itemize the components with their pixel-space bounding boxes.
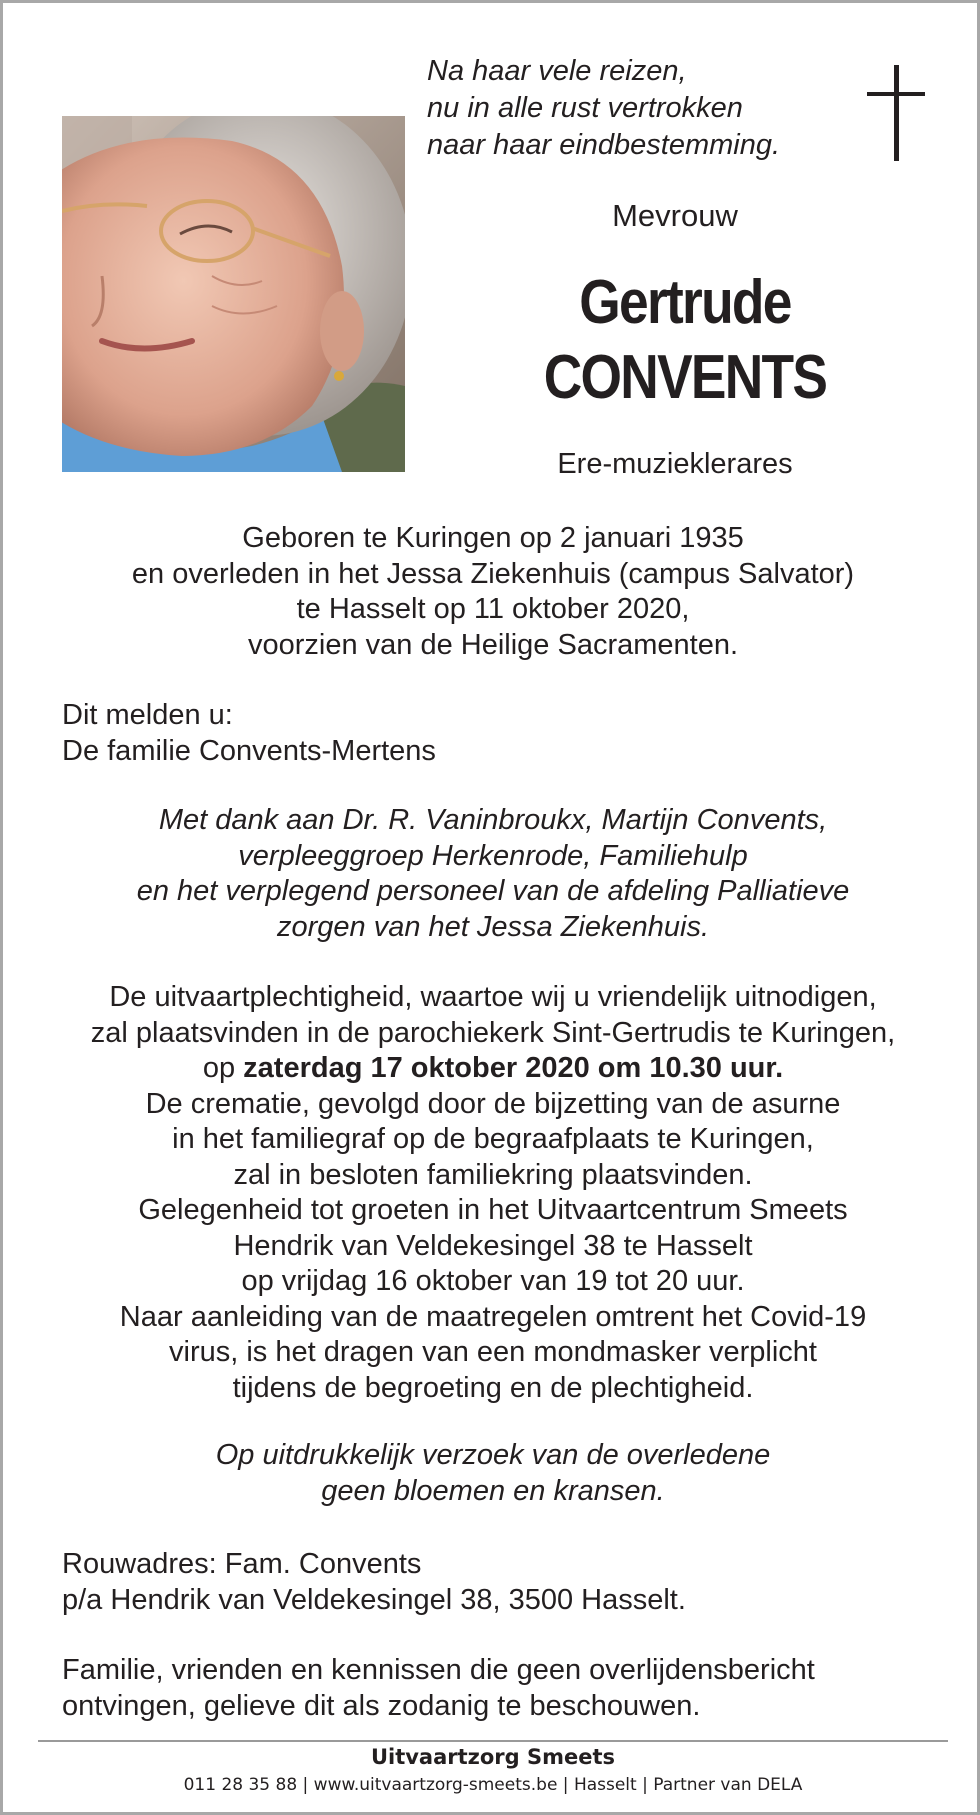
birth-death-info: [43, 521, 943, 663]
no-flowers-request: [43, 1438, 943, 1509]
text-line: Op uitdrukkelijk verzoek van de overledene: [215, 1439, 771, 1471]
portrait-photo: [62, 116, 405, 472]
cross-horizontal-bar: [867, 92, 925, 96]
text-line: De crematie, gevolgd door de bijzetting van de asurne: [145, 1087, 841, 1120]
text-line: in het familiegraf op de begraafplaats te Kuringen,: [172, 1123, 814, 1155]
text-line: Gelegenheid tot groeten in het Uitvaartcentrum Smeets: [138, 1194, 848, 1226]
text-line: te Hasselt op 11 oktober 2020,: [296, 593, 690, 625]
text-line: en het verplegend personeel van de afdeling Palliatieve: [136, 875, 850, 907]
address-line: Rouwadres: Fam. Convents: [62, 1548, 422, 1580]
footer-divider: [38, 1740, 948, 1742]
text-line: zorgen van het Jessa Ziekenhuis.: [276, 910, 710, 943]
salutation: Mevrouw: [612, 198, 738, 233]
closing-note: [62, 1653, 942, 1724]
cross-vertical-bar: [894, 65, 899, 161]
ceremony-info: [43, 980, 943, 1406]
text-line: voorzien van de Heilige Sacramenten.: [247, 628, 739, 661]
poem: [427, 53, 847, 164]
text-line: Naar aanleiding van de maatregelen omtrent het Covid-19: [119, 1300, 867, 1333]
portrait-image: [62, 116, 405, 472]
text-line: geen bloemen en kransen.: [321, 1474, 665, 1507]
announcers: [62, 698, 942, 769]
text-line: tijdens de begroeting en de plechtigheid.: [232, 1371, 754, 1404]
text-line: Met dank aan Dr. R. Vaninbroukx, Martijn Convents,: [158, 804, 828, 836]
text-line: zal plaatsvinden in de parochiekerk Sint-Gertrudis te Kuringen,: [90, 1016, 896, 1049]
ceremony-date-line: [43, 1051, 943, 1087]
text-line: en overleden in het Jessa Ziekenhuis (campus Salvator): [131, 557, 855, 590]
announcers-family: De familie Convents-Mertens: [62, 734, 436, 767]
funeral-company-contact: 011 28 35 88 | www.uitvaartzorg-smeets.be | Hasselt | Partner van DELA: [183, 1775, 803, 1795]
deceased-title: Ere-muzieklerares: [557, 448, 793, 480]
text-line: op vrijdag 16 oktober van 19 tot 20 uur.: [241, 1265, 745, 1297]
funeral-company-name: Uitvaartzorg Smeets: [370, 1745, 616, 1769]
ceremony-date: zaterdag 17 oktober 2020 om 10.30 uur.: [243, 1052, 784, 1084]
text-line: Hendrik van Veldekesingel 38 te Hasselt: [233, 1229, 753, 1262]
first-name: Gertrude: [579, 268, 791, 337]
address-line: p/a Hendrik van Veldekesingel 38, 3500 Hasselt.: [62, 1583, 686, 1616]
text-line: ontvingen, gelieve dit als zodanig te beschouwen.: [62, 1689, 701, 1722]
last-name: CONVENTS: [543, 343, 827, 412]
announcers-intro: Dit melden u:: [62, 699, 233, 731]
poem-line: naar haar eindbestemming.: [427, 129, 781, 161]
cross-icon: [867, 65, 925, 161]
text-line: zal in besloten familiekring plaatsvinden.: [233, 1158, 753, 1191]
text-line: Geboren te Kuringen op 2 januari 1935: [242, 522, 744, 554]
text-line: verpleeggroep Herkenrode, Familiehulp: [238, 839, 748, 872]
text-line: virus, is het dragen van een mondmasker verplicht: [169, 1336, 817, 1368]
text-line: Familie, vrienden en kennissen die geen overlijdensbericht: [62, 1654, 815, 1686]
poem-line: nu in alle rust vertrokken: [427, 92, 743, 124]
deceased-name: [479, 265, 892, 415]
text-line: De uitvaartplechtigheid, waartoe wij u vriendelijk uitnodigen,: [109, 981, 877, 1013]
mourning-address: [62, 1547, 942, 1618]
poem-line: Na haar vele reizen,: [427, 55, 687, 87]
date-prefix: op: [202, 1052, 244, 1084]
thanks-note: [43, 803, 943, 945]
